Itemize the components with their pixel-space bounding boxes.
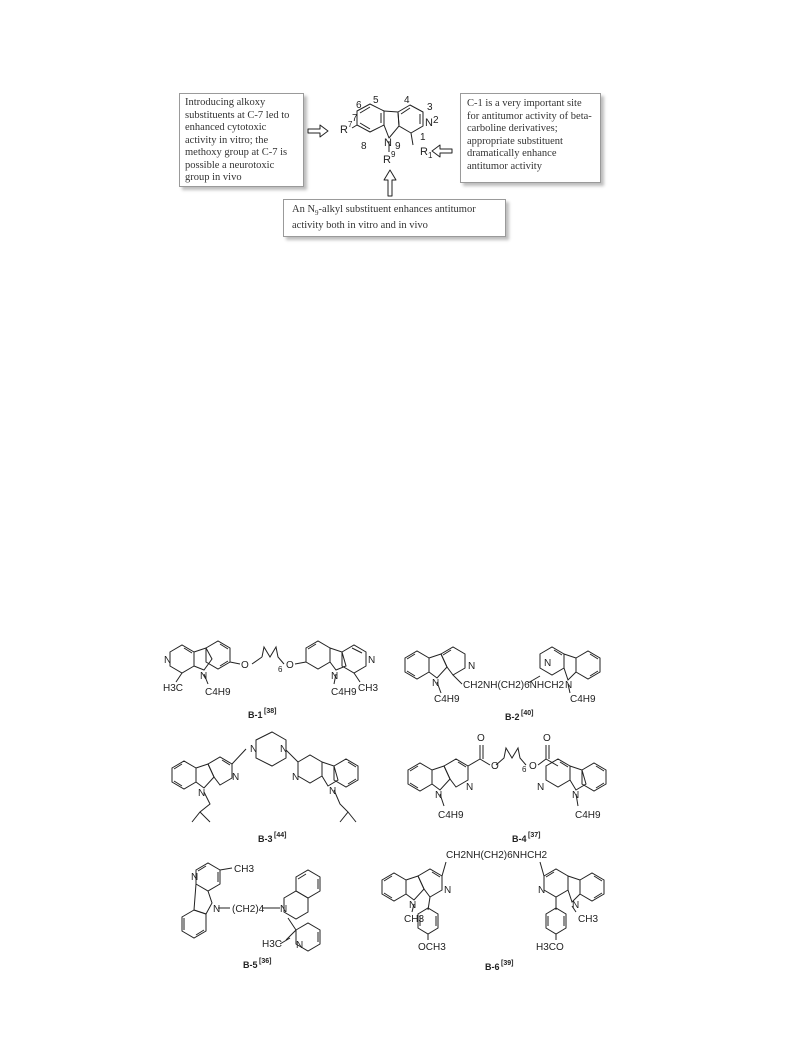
atom-label: N: [572, 900, 580, 911]
compound-b3: [172, 732, 358, 844]
atom-label: N: [213, 904, 221, 915]
methoxy-label: OCH3: [418, 942, 446, 953]
methoxy-label: H3CO: [536, 942, 564, 953]
atom-label: N: [368, 655, 376, 666]
arrow-left: [432, 145, 452, 157]
atom-label: N: [280, 904, 288, 915]
note-line: activity both in vitro and in vivo: [292, 219, 428, 231]
note-text: -alkyl substituent enhances antitumor: [318, 204, 476, 215]
atom-label: N: [331, 671, 339, 682]
note-line: antitumor activity: [467, 160, 542, 172]
atom-label: N: [572, 790, 580, 801]
methyl-label: CH3: [404, 914, 425, 925]
linker-chain: CH2NH(CH2)6NHCH2: [446, 850, 548, 861]
compound-b1: [163, 641, 378, 720]
butyl-label: C4H9: [575, 810, 601, 821]
atom-number: 3: [427, 102, 433, 113]
atom-label: N: [384, 137, 392, 149]
compound-b6: [382, 850, 604, 972]
compound-label: B-2: [505, 712, 520, 722]
methyl-label: CH3: [578, 914, 599, 925]
reference: [40]: [521, 710, 534, 717]
scaffold-labels: [340, 95, 439, 166]
atom-label: O: [543, 733, 551, 744]
atom-label: O: [286, 660, 294, 671]
butyl-label: C4H9: [205, 687, 231, 698]
butyl-label: C4H9: [570, 694, 596, 705]
compound-b4: [408, 733, 606, 844]
repeat-count: 6: [522, 765, 527, 774]
atom-label: N: [435, 790, 443, 801]
compound-label: B-1: [248, 710, 263, 720]
note-line: enhanced cytotoxic: [185, 122, 267, 133]
reference: [36]: [259, 958, 272, 965]
atom-label: N: [409, 900, 417, 911]
atom-label: N: [198, 788, 206, 799]
note-line: possible a neurotoxic: [185, 159, 275, 171]
butyl-label: C4H9: [434, 694, 460, 705]
methyl-label: H3C: [262, 939, 283, 950]
atom-label: N: [537, 782, 545, 793]
atom-label: N: [329, 786, 337, 797]
pyridine-ring: [398, 105, 423, 133]
atom-number: 2: [433, 115, 439, 126]
reference: [39]: [501, 960, 514, 967]
atom-label: N: [466, 782, 474, 793]
methyl-label: CH3: [358, 683, 379, 694]
compound-label: B-6: [485, 962, 500, 972]
atom-label: N: [444, 885, 452, 896]
atom-label: N: [250, 744, 258, 755]
note-line: methoxy group at C-7 is: [185, 147, 288, 158]
compound-label: B-5: [243, 960, 258, 970]
atom-label: O: [491, 761, 499, 772]
note-line: group in vivo: [185, 172, 242, 183]
compound-b2: [405, 647, 600, 722]
note-line: C-1 is a very important site: [467, 98, 582, 109]
atom-label: N: [292, 772, 300, 783]
note-line: carboline derivatives;: [467, 123, 558, 134]
subscript: 9: [315, 209, 319, 218]
atom-label: N: [232, 772, 240, 783]
note-line: Introducing alkoxy: [185, 97, 266, 108]
atom-label: N: [425, 117, 433, 129]
reference: [38]: [264, 708, 277, 715]
atom-number: 1: [420, 132, 426, 143]
note-line: activity in vitro; the: [185, 134, 269, 146]
atom-number: 4: [404, 95, 410, 106]
atom-label: N: [432, 678, 440, 689]
atom-number: 5: [373, 95, 379, 106]
r9-superscript: 9: [391, 150, 396, 159]
methyl-label: CH3: [234, 864, 255, 875]
compound-label: B-4: [512, 834, 527, 844]
reference: [44]: [274, 832, 287, 839]
atom-label: N: [191, 872, 199, 883]
atom-number: 7: [352, 113, 358, 124]
atom-label: N: [200, 671, 208, 682]
atom-label: N: [296, 940, 304, 951]
repeat-count: 6: [278, 665, 283, 674]
r1-subscript: 1: [428, 151, 433, 160]
r7-superscript: 7: [348, 120, 353, 129]
atom-label: N: [280, 744, 288, 755]
atom-label: O: [529, 761, 537, 772]
arrow-right: [308, 125, 328, 137]
atom-label: N: [538, 885, 546, 896]
atom-number: 9: [395, 141, 401, 152]
compound-b5: [182, 863, 320, 970]
methyl-label: H3C: [163, 683, 184, 694]
butyl-label: C4H9: [331, 687, 357, 698]
r9-label: R: [383, 154, 391, 166]
atom-label: N: [468, 661, 476, 672]
linker-chain: (CH2)4: [232, 904, 265, 915]
r7-label: R: [340, 124, 348, 136]
reference: [37]: [528, 832, 541, 839]
atom-label: O: [241, 660, 249, 671]
note-line: appropriate substituent: [467, 135, 563, 147]
atom-label: N: [164, 655, 172, 666]
note-text: An N: [292, 204, 316, 215]
butyl-label: C4H9: [438, 810, 464, 821]
atom-label: N: [544, 658, 552, 669]
arrow-up: [384, 170, 396, 196]
linker-chain: CH2NH(CH2)6NHCH2: [463, 680, 565, 691]
note-line: substituents at C-7 led to: [185, 109, 290, 121]
compound-label: B-3: [258, 834, 273, 844]
atom-label: O: [477, 733, 485, 744]
atom-number: 8: [361, 141, 367, 152]
r1-label: R: [420, 146, 428, 158]
note-line: for antitumor activity of beta-: [467, 110, 592, 122]
atom-label: N: [565, 680, 573, 691]
note-line: dramatically enhance: [467, 148, 557, 159]
atom-number: 6: [356, 100, 362, 111]
